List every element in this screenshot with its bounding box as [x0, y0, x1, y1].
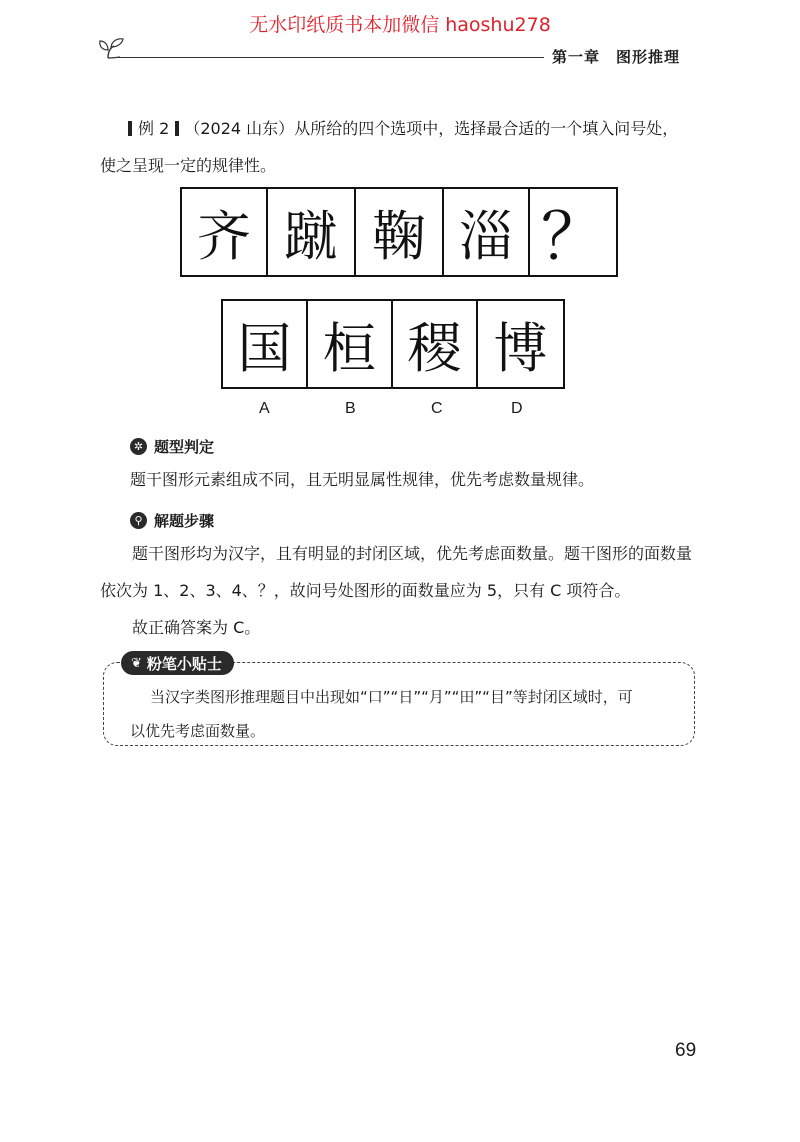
- example-source: （2024 山东）: [184, 119, 295, 138]
- tip-text: [130, 680, 678, 748]
- example-mark-left: [128, 121, 132, 136]
- option-d: 博: [493, 316, 548, 380]
- option-b-label: B: [345, 400, 356, 417]
- sprout-icon: ❦: [131, 655, 142, 671]
- option-a-label: A: [259, 400, 270, 417]
- option-c-label: C: [431, 400, 443, 417]
- watermark-text: 无水印纸质书本加微信 haoshu278: [249, 14, 551, 36]
- page-number: 69: [675, 1040, 697, 1061]
- tip-badge: [121, 651, 234, 675]
- option-b: 桓: [308, 301, 393, 387]
- answer-line: 故正确答案为 C。: [132, 618, 261, 637]
- section-type-heading: [130, 436, 214, 457]
- example-mark-right: [175, 121, 179, 136]
- section-type-title: 题型判定: [154, 438, 215, 456]
- steps-line1: 题干图形均为汉字，且有明显的封闭区域，优先考虑面数量。题干图形的面数量: [132, 544, 693, 563]
- section-steps-text: [100, 535, 700, 646]
- running-header: [552, 46, 680, 67]
- sequence-cell-3: 鞠: [356, 189, 444, 275]
- tip-line2: 以优先考虑面数量。: [130, 722, 266, 740]
- question-line1: 从所给的四个选项中，选择最合适的一个填入问号处，: [294, 119, 679, 138]
- sequence-cell-2: 蹴: [268, 189, 356, 275]
- section-type-text: 题干图形元素组成不同，且无明显属性规律，优先考虑数量规律。: [130, 470, 595, 489]
- option-a: 国: [223, 301, 308, 387]
- magnifier-icon: ⚲: [130, 512, 147, 529]
- example-label: 例 2: [138, 119, 170, 138]
- answer-options: [221, 299, 565, 389]
- section-steps-title: 解题步骤: [154, 512, 215, 530]
- sequence-cell-1: 齐: [182, 189, 268, 275]
- question-sequence: [180, 187, 618, 277]
- option-c: 稷: [393, 301, 478, 387]
- option-d-label: D: [511, 400, 523, 417]
- tip-line1: 当汉字类图形推理题目中出现如“口”“日”“月”“田”“目”等封闭区域时，可: [150, 688, 633, 706]
- gear-icon: ✲: [130, 438, 147, 455]
- question-mark-cell: ？: [541, 201, 605, 275]
- chapter-label: 第一章: [552, 48, 601, 66]
- sequence-cell-4: 淄: [444, 189, 530, 275]
- tip-title: 粉笔小贴士: [146, 654, 222, 673]
- steps-line2: 依次为 1、2、3、4、？，故问号处图形的面数量应为 5，只有 C 项符合。: [100, 581, 631, 600]
- header-rule: [118, 57, 544, 58]
- section-steps-heading: [130, 510, 214, 531]
- example-question: [100, 110, 694, 184]
- chapter-title: 图形推理: [616, 48, 681, 66]
- question-line2: 使之呈现一定的规律性。: [100, 156, 277, 175]
